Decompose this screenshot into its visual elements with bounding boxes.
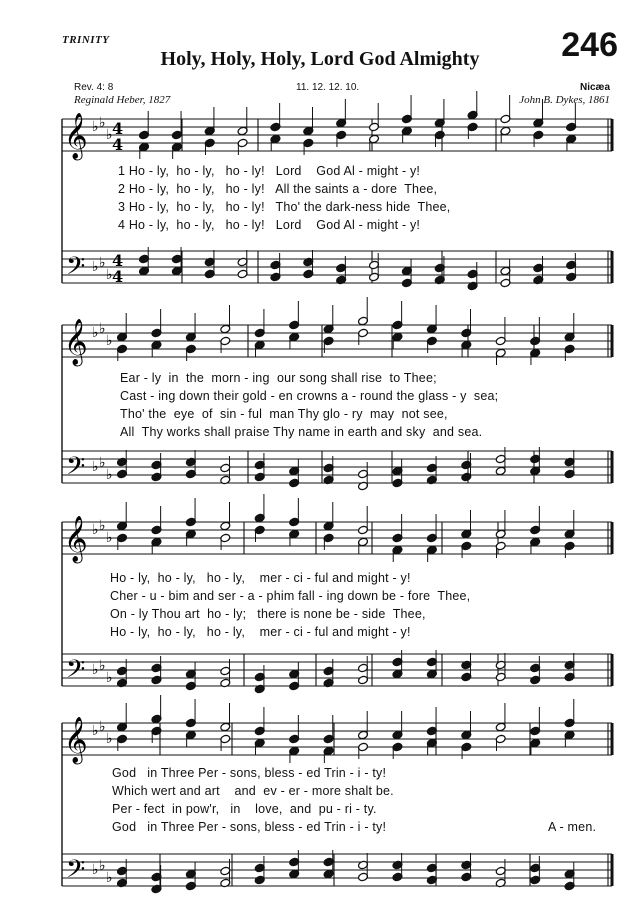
amen: A - men.	[548, 820, 597, 834]
flat-icon: ♭	[92, 459, 99, 475]
time-signature: 4	[112, 135, 124, 154]
verse-1-line-3: Ho - ly, ho - ly, ho - ly, mer - ci - ful and might - y!	[110, 571, 411, 585]
flat-icon: ♭	[92, 259, 99, 275]
flat-icon: ♭	[99, 115, 106, 131]
verse-2-line-2: Cast - ing down their gold - en crowns a - round the glass - y sea;	[120, 389, 499, 403]
bass-clef-icon: 𝄢	[66, 855, 86, 890]
verse-4-line-3: Ho - ly, ho - ly, ho - ly, mer - ci - ful and might - y!	[110, 625, 411, 639]
verse-3-line-2: Tho' the eye of sin - ful man Thy glo - ry may not see,	[120, 407, 448, 421]
flat-icon: ♭	[106, 267, 113, 283]
verse-1-line-2: Ear - ly in the morn - ing our song shall rise to Thee;	[120, 371, 437, 385]
verse-2-line-4: Which wert and art and ev - er - more shalt be.	[112, 784, 394, 798]
hymn-title: Holy, Holy, Holy, Lord God Almighty	[160, 48, 480, 70]
meter: 11. 12. 12. 10.	[296, 82, 360, 93]
verse-2-line-3: Cher - u - bim and ser - a - phim fall - ing down be - fore Thee,	[110, 589, 471, 603]
flat-icon: ♭	[106, 731, 113, 747]
flat-icon: ♭	[99, 255, 106, 271]
flat-icon: ♭	[106, 127, 113, 143]
time-signature: 4	[112, 119, 124, 138]
flat-icon: ♭	[92, 723, 99, 739]
verse-4-line-2: All Thy works shall praise Thy name in earth and sky and sea.	[120, 425, 483, 439]
treble-clef-icon: 𝄞	[64, 717, 88, 763]
bass-clef-icon: 𝄢	[66, 452, 86, 487]
flat-icon: ♭	[99, 518, 106, 534]
verse-3-line-3: On - ly Thou art ho - ly; there is none be - side Thee,	[110, 607, 426, 621]
flat-icon: ♭	[99, 455, 106, 471]
flat-icon: ♭	[99, 858, 106, 874]
flat-icon: ♭	[99, 321, 106, 337]
flat-icon: ♭	[106, 333, 113, 349]
verse-3-line-4: Per - fect in pow'r, in love, and pu - ri - ty.	[112, 802, 377, 816]
author: Reginald Heber, 1827	[74, 94, 171, 106]
scripture-reference: Rev. 4: 8	[74, 82, 114, 93]
composer: John B. Dykes, 1861	[519, 94, 610, 106]
flat-icon: ♭	[106, 530, 113, 546]
time-signature: 4	[112, 251, 124, 270]
treble-clef-icon: 𝄞	[64, 113, 88, 159]
flat-icon: ♭	[99, 719, 106, 735]
time-signature: 4	[112, 267, 124, 286]
flat-icon: ♭	[92, 325, 99, 341]
verse-4-line-4: God in Three Per - sons, bless - ed Trin - i - ty!	[112, 820, 387, 834]
verse-2-line-1: 2 Ho - ly, ho - ly, ho - ly! All the saints a - dore Thee,	[118, 182, 438, 196]
section-label: TRINITY	[62, 34, 110, 46]
flat-icon: ♭	[92, 862, 99, 878]
verse-3-line-1: 3 Ho - ly, ho - ly, ho - ly! Tho' the dark-ness hide Thee,	[118, 200, 451, 214]
verse-1-line-1: 1 Ho - ly, ho - ly, ho - ly! Lord God Al - might - y!	[118, 164, 421, 178]
hymn-number: 246	[561, 26, 618, 64]
bass-clef-icon: 𝄢	[66, 655, 86, 690]
verse-1-line-4: God in Three Per - sons, bless - ed Trin - i - ty!	[112, 766, 387, 780]
flat-icon: ♭	[106, 467, 113, 483]
flat-icon: ♭	[106, 670, 113, 686]
verse-4-line-1: 4 Ho - ly, ho - ly, ho - ly! Lord God Al - might - y!	[118, 218, 421, 232]
flat-icon: ♭	[92, 662, 99, 678]
flat-icon: ♭	[92, 522, 99, 538]
bass-clef-icon: 𝄢	[66, 252, 86, 287]
flat-icon: ♭	[106, 870, 113, 886]
tune-name: Nicæa	[579, 82, 610, 93]
flat-icon: ♭	[99, 658, 106, 674]
treble-clef-icon: 𝄞	[64, 319, 88, 365]
flat-icon: ♭	[92, 119, 99, 135]
treble-clef-icon: 𝄞	[64, 516, 88, 562]
